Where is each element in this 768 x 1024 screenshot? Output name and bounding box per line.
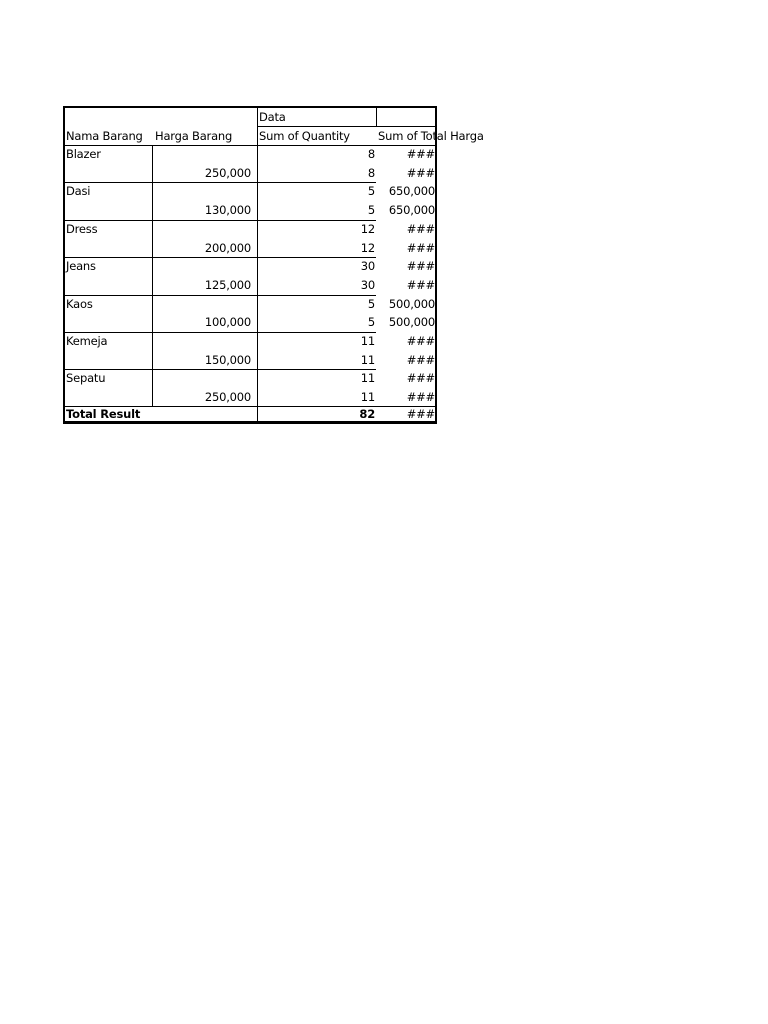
price-cell: 130,000 [204, 203, 251, 218]
row-total-harga: 500,000 [388, 315, 435, 330]
header-sum-of-total-harga: Sum of Total Harga [378, 128, 484, 143]
col-divider [152, 257, 153, 294]
group-name: Kaos [66, 296, 93, 311]
col-divider [257, 108, 258, 421]
data-header: Data [259, 110, 286, 124]
group-total-harga: ### [406, 371, 435, 386]
pivot-table [63, 106, 484, 424]
row-total-harga: ### [406, 390, 435, 405]
price-cell: 250,000 [204, 165, 251, 180]
col-divider [152, 369, 153, 406]
group-name: Kemeja [66, 334, 108, 348]
group-name: Blazer [66, 147, 101, 161]
header-nama-barang: Nama Barang [66, 128, 143, 143]
col-divider [152, 182, 153, 219]
price-cell: 250,000 [204, 390, 251, 405]
group-name: Sepatu [66, 371, 106, 386]
row-quantity: 11 [360, 352, 375, 367]
row-quantity: 8 [367, 165, 375, 180]
row-quantity: 11 [360, 390, 375, 405]
price-cell: 200,000 [204, 240, 251, 255]
group-total-harga: 650,000 [388, 184, 435, 199]
group-total-harga: ### [406, 259, 435, 274]
col-divider [376, 108, 377, 126]
group-total-harga: ### [406, 334, 435, 348]
col-divider [152, 332, 153, 369]
row-total-harga: ### [406, 277, 435, 292]
header-sum-of-quantity: Sum of Quantity [259, 128, 350, 143]
group-total-harga: ### [406, 147, 435, 161]
group-name: Jeans [66, 259, 96, 274]
row-quantity: 30 [360, 277, 375, 292]
row-quantity: 5 [367, 203, 375, 218]
total-result-label: Total Result [66, 407, 141, 421]
price-cell: 125,000 [204, 277, 251, 292]
row-quantity: 12 [360, 240, 375, 255]
group-name: Dasi [66, 184, 91, 199]
col-divider [152, 145, 153, 182]
group-quantity: 11 [360, 334, 375, 348]
group-name: Dress [66, 221, 98, 236]
group-total-harga: 500,000 [388, 296, 435, 311]
group-quantity: 30 [360, 259, 375, 274]
group-quantity: 5 [367, 184, 375, 199]
price-cell: 100,000 [204, 315, 251, 330]
col-divider [152, 295, 153, 332]
row-total-harga: ### [406, 352, 435, 367]
row-total-harga: ### [406, 240, 435, 255]
group-quantity: 11 [360, 371, 375, 386]
group-quantity: 8 [367, 147, 375, 161]
col-divider [152, 220, 153, 257]
total-quantity: 82 [359, 407, 375, 421]
row-quantity: 5 [367, 315, 375, 330]
total-harga: ### [406, 407, 435, 421]
row-total-harga: 650,000 [388, 203, 435, 218]
row-total-harga: ### [406, 165, 435, 180]
group-quantity: 12 [360, 221, 375, 236]
price-cell: 150,000 [204, 352, 251, 367]
group-quantity: 5 [367, 296, 375, 311]
header-harga-barang: Harga Barang [155, 128, 233, 143]
group-total-harga: ### [406, 221, 435, 236]
